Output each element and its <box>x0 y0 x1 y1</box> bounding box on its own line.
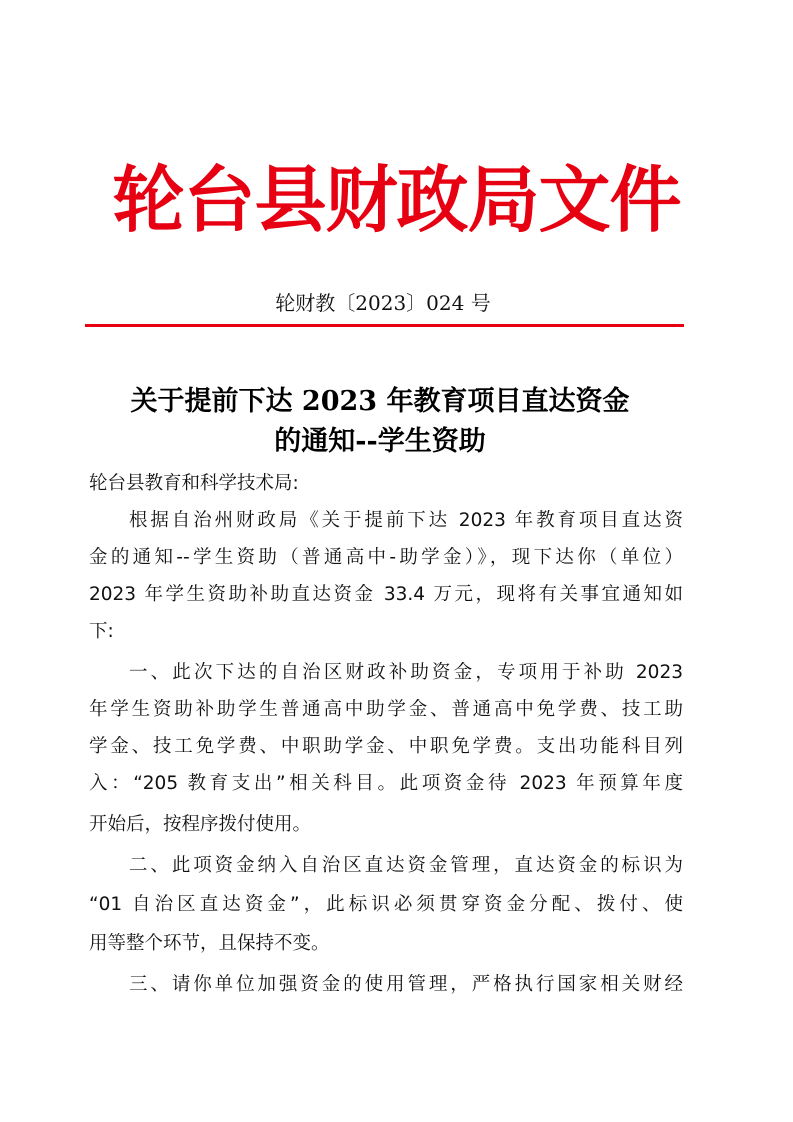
paragraph-3-line-2: “01 自治区直达资金”，此标识必须贯穿资金分配、拨付、使 <box>89 894 683 915</box>
paragraph-2-line-2: 年学生资助补助学生普通高中助学金、普通高中免学费、技工助 <box>89 699 683 720</box>
document-title-line-1: 关于提前下达 2023 年教育项目直达资金 <box>130 386 630 417</box>
paragraph-1-line-2: 金的通知--学生资助（普通高中-助学金）》，现下达你（单位） <box>89 547 683 568</box>
paragraph-2-line-3: 学金、技工免学费、中职助学金、中职免学费。支出功能科目列 <box>89 736 683 757</box>
paragraph-2-line-4: 入：“205 教育支出”相关科目。此项资金待 2023 年预算年度 <box>89 773 683 794</box>
paragraph-2-line-1: 一、此次下达的自治区财政补助资金，专项用于补助 2023 <box>129 662 683 683</box>
addressee: 轮台县教育和科学技术局: <box>89 473 299 494</box>
paragraph-1-line-1: 根据自治州财政局《关于提前下达 2023 年教育项目直达资 <box>129 510 683 531</box>
paragraph-1-line-4: 下: <box>89 621 114 642</box>
red-divider-line <box>85 324 684 327</box>
paragraph-3-line-1: 二、此项资金纳入自治区直达资金管理，直达资金的标识为 <box>129 855 683 876</box>
document-title-line-2: 的通知--学生资助 <box>274 426 486 457</box>
agency-header-title: 轮台县财政局文件 <box>112 157 681 242</box>
paragraph-4-line-1: 三、请你单位加强资金的使用管理，严格执行国家相关财经 <box>129 974 683 995</box>
paragraph-1-line-3: 2023 年学生资助补助直达资金 33.4 万元，现将有关事宜通知如 <box>89 584 683 605</box>
paragraph-2-line-5: 开始后，按程序拨付使用。 <box>89 814 312 835</box>
paragraph-3-line-3: 用等整个环节，且保持不变。 <box>89 933 330 954</box>
document-number: 轮财教〔2023〕024 号 <box>275 291 491 315</box>
